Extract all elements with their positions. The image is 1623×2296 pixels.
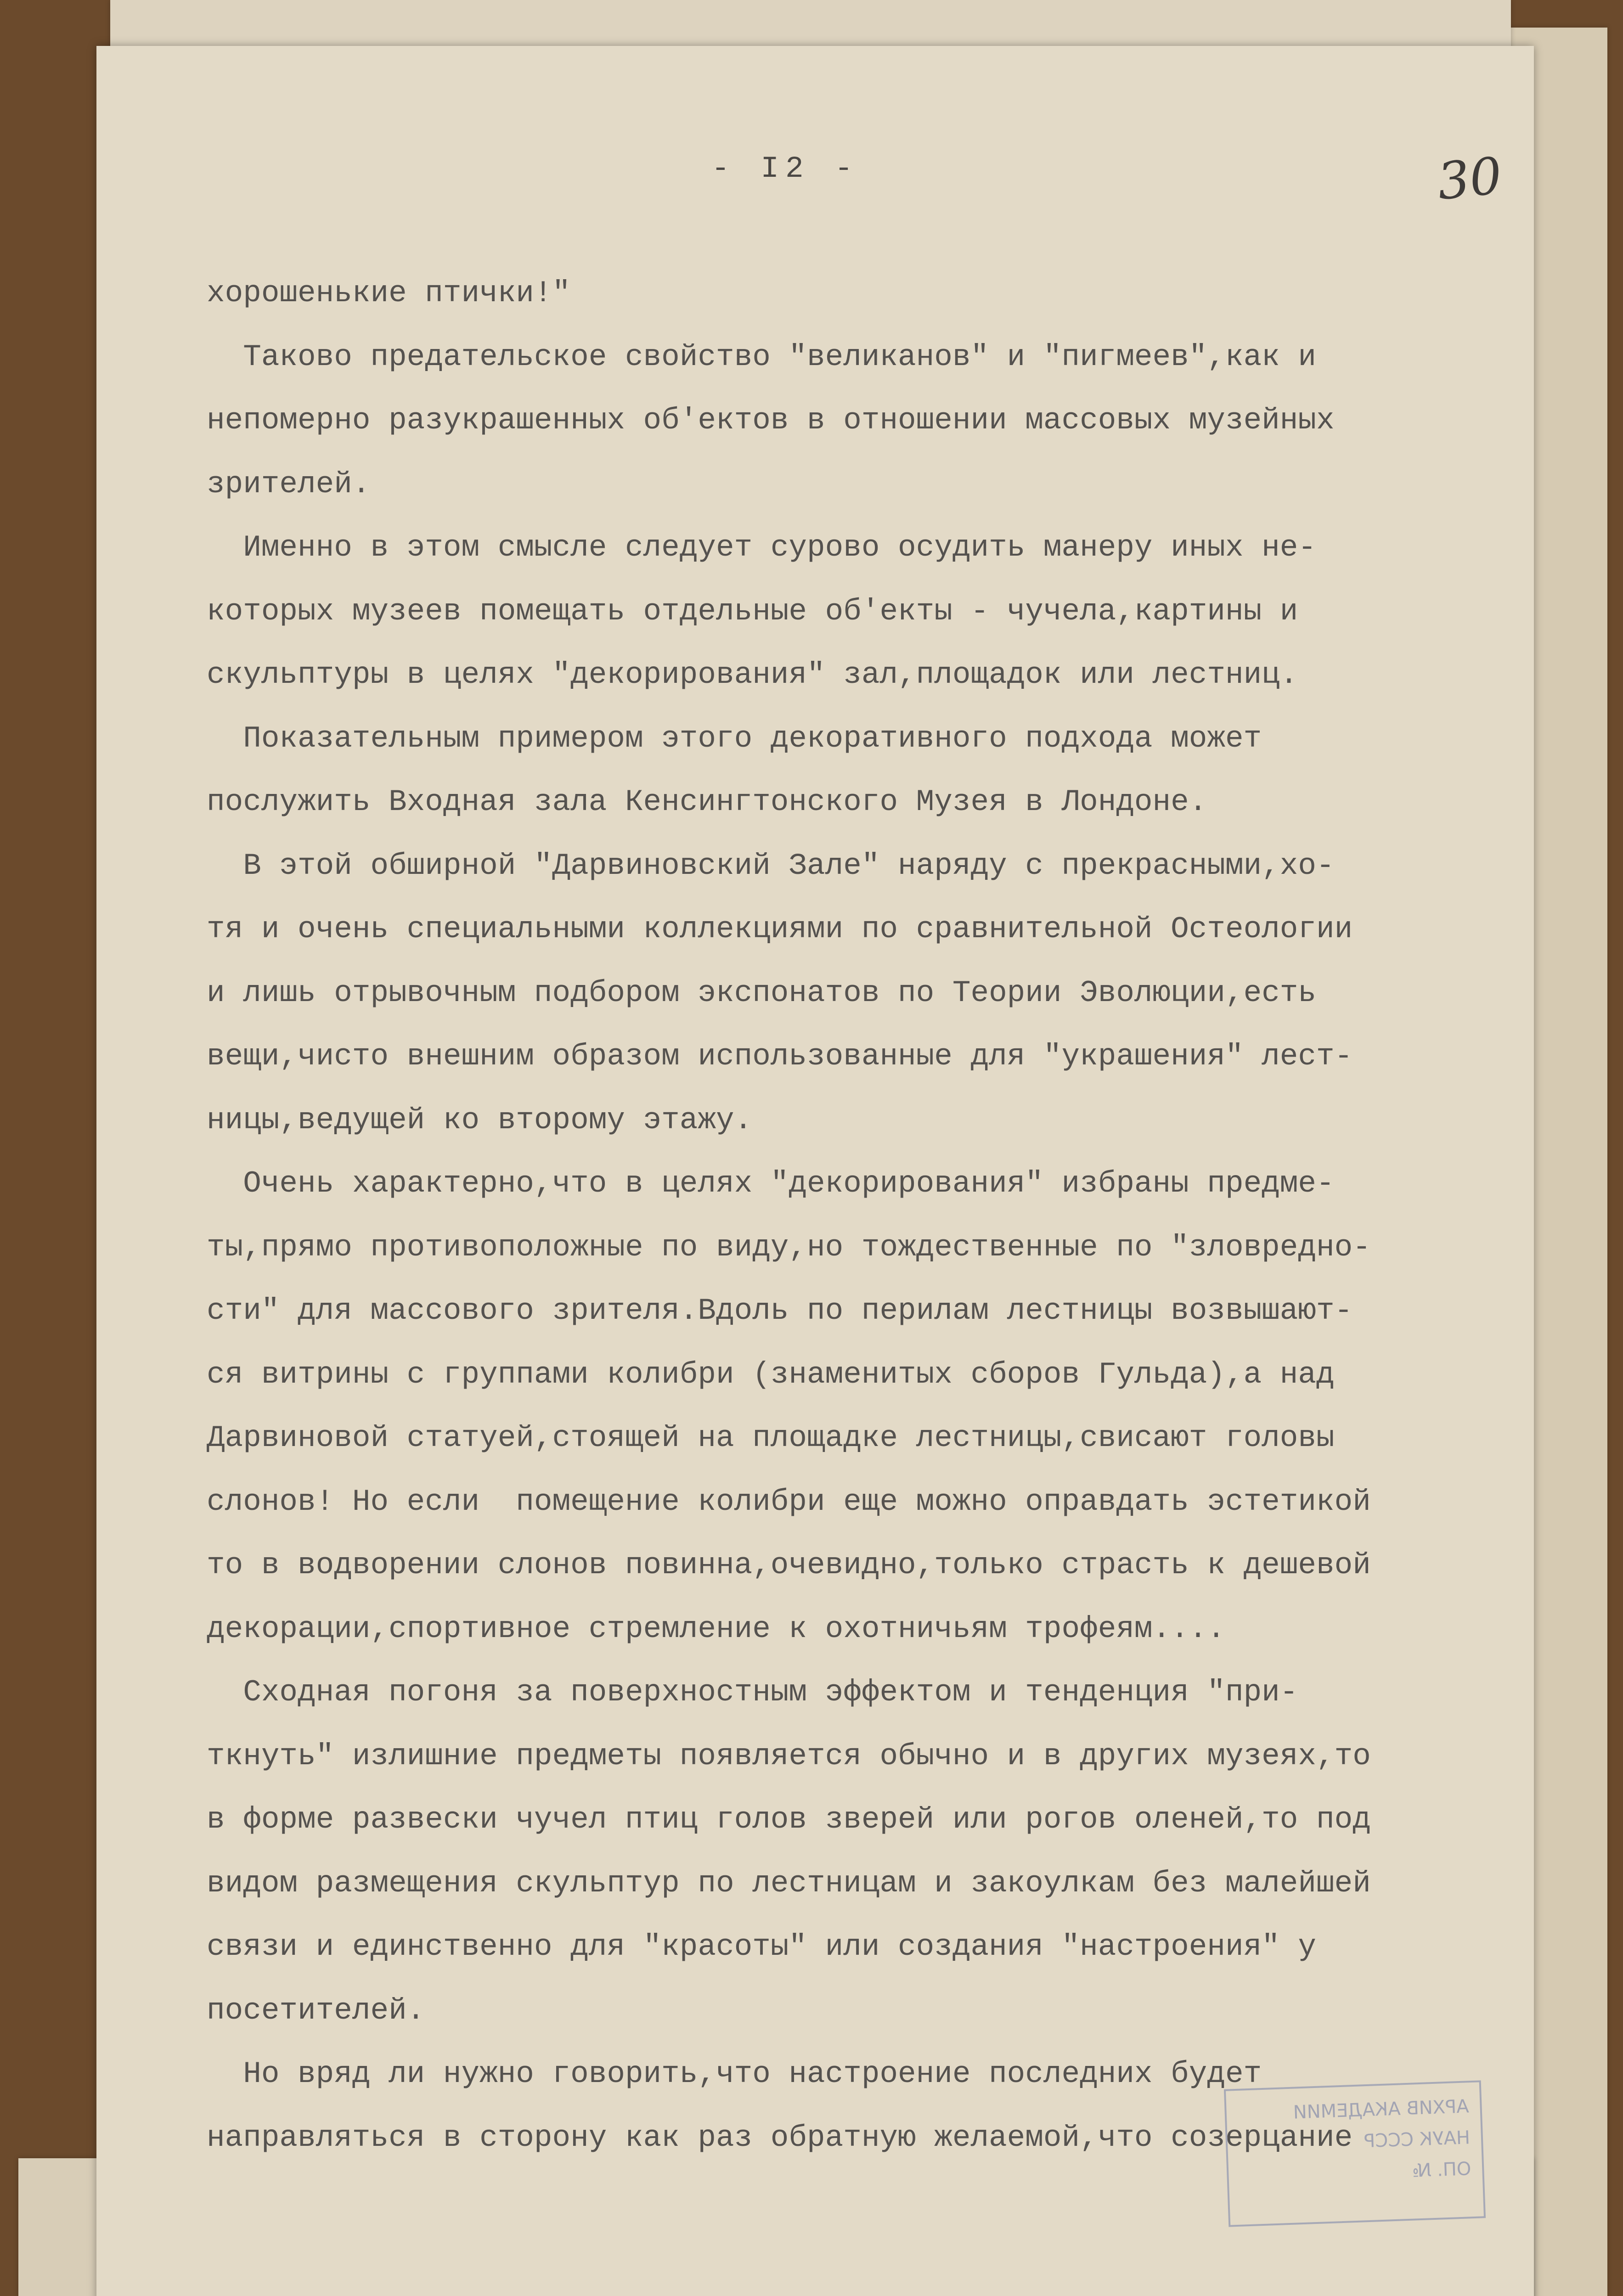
text-line: вещи,чисто внешним образом использованные для "украшения" лест- [207, 1039, 1353, 1074]
text-line: сти" для массового зрителя.Вдоль по перилам лестницы возвышают- [207, 1294, 1353, 1328]
text-line: то в водворении слонов повинна,очевидно,только страсть к дешевой [207, 1548, 1371, 1582]
text-line: направляться в сторону как раз обратную желаемой,что созерцание [207, 2120, 1353, 2155]
stamp-line: НАУК СССР [1364, 2127, 1471, 2152]
text-line: связи и единственно для "красоты" или создания "настроения" у [207, 1930, 1316, 1964]
text-line: в форме развески чучел птиц голов зверей или рогов оленей,то под [207, 1802, 1371, 1837]
text-line: ницы,ведущей ко второму этажу. [207, 1103, 753, 1137]
text-line: зрителей. [207, 467, 371, 501]
typewritten-text [207, 262, 1538, 2170]
text-line: Показательным примером этого декоративного подхода может [207, 721, 1262, 756]
text-line: послужить Входная зала Кенсингтонского Музея в Лондоне. [207, 785, 1207, 819]
text-line: Дарвиновой статуей,стоящей на площадке лестницы,свисают головы [207, 1421, 1335, 1455]
text-line: которых музеев помещать отдельные об'екты - чучела,картины и [207, 594, 1298, 629]
text-line: посетителей. [207, 1993, 425, 2028]
archive-stamp [1224, 2080, 1486, 2227]
text-line: Именно в этом смысле следует сурово осудить манеру иных не- [207, 530, 1316, 565]
text-line: Очень характерно,что в целях "декорирования" избраны предме- [207, 1166, 1335, 1201]
text-line: и лишь отрывочным подбором экспонатов по Теории Эволюции,есть [207, 975, 1316, 1010]
text-line: В этой обширной "Дарвиновский Зале" наряду с прекрасными,хо- [207, 848, 1335, 883]
text-line: декорации,спортивное стремление к охотничьям трофеям.... [207, 1611, 1225, 1646]
text-line: ткнуть" излишние предметы появляется обычно и в других музеях,то [207, 1739, 1371, 1773]
document-page [96, 46, 1534, 2296]
text-line: ты,прямо противоположные по виду,но тождественные по "зловредно- [207, 1230, 1371, 1265]
text-line: скульптуры в целях "декорирования" зал,площадок или лестниц. [207, 658, 1298, 692]
archive-folio-number: 30 [1434, 146, 1505, 211]
text-line: слонов! Но если помещение колибри еще можно оправдать эстетикой [207, 1484, 1371, 1519]
text-line: хорошенькие птички!" [207, 276, 571, 310]
text-line: непомерно разукрашенных об'ектов в отношении массовых музейных [207, 403, 1335, 438]
text-line: Таково предательское свойство "великанов" и "пигмеев",как и [207, 339, 1316, 374]
text-line: Но вряд ли нужно говорить,что настроение последних будет [207, 2057, 1262, 2091]
text-line: видом размещения скульптур по лестницам и закоулкам без малейшей [207, 1866, 1371, 1901]
stamp-line: АРХИВ АКАДЕМИИ [1293, 2096, 1470, 2123]
text-line: тя и очень специальными коллекциями по сравнительной Остеологии [207, 912, 1353, 946]
text-line: Сходная погоня за поверхностным эффектом и тенденция "при- [207, 1675, 1298, 1710]
text-line: ся витрины с группами колибри (знаменитых сборов Гульда),а над [207, 1357, 1335, 1392]
page-number: - I2 - [711, 152, 859, 186]
stamp-line: ОП. № [1411, 2158, 1472, 2182]
